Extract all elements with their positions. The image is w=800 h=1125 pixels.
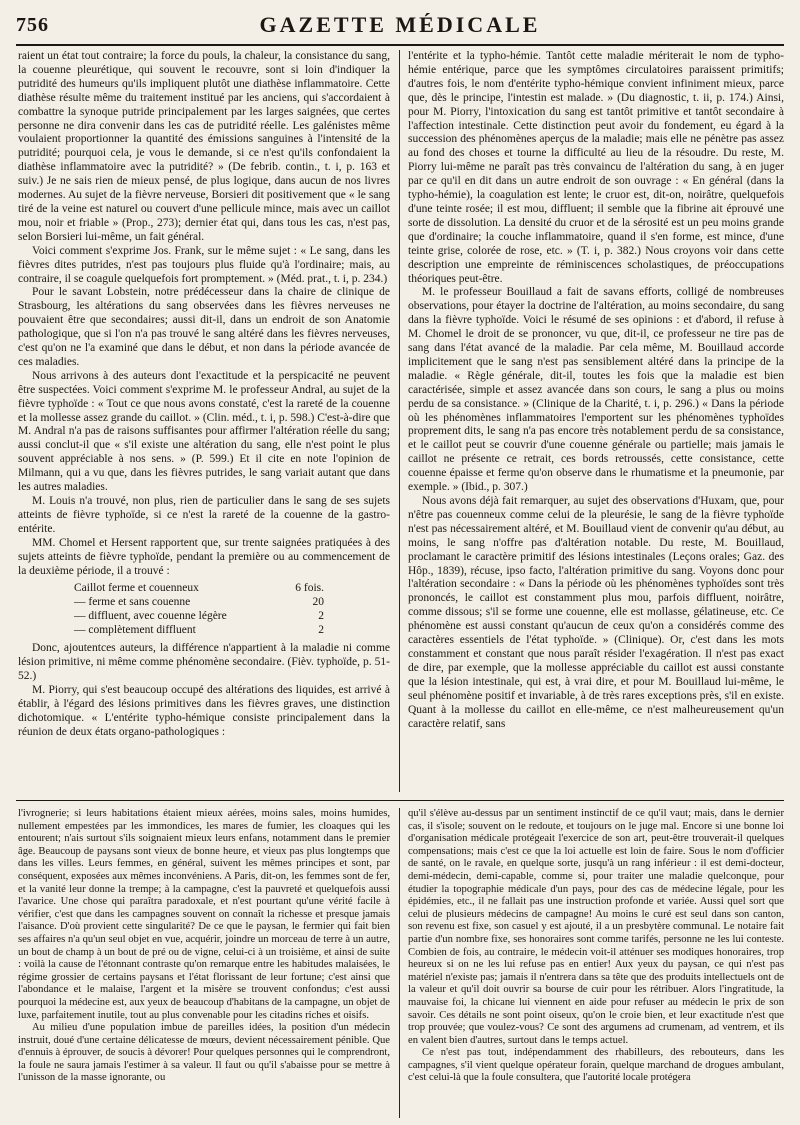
paragraph: M. le professeur Bouillaud a fait de savans efforts, colligé de nombreuses observations, pour étayer la doctrine de l'altération, au moins secondaire, du sang dans la fièvre typhoïde. Voici le résumé de ses opinions : et d'abord, il refuse à M. Chomel le droit de se prononcer, vu que, dit-il, ce professeur ne tire pas de sang dans l'état avancé de la maladie. Par cela même, M. Bouillaud accorde implicitement que le sang n'est pas sensiblement altéré dans la principe de la maladie. « Règle générale, dit-il, toutes les fois que la maladie est bien caractérisée, simple et assez avancée dans son cours, le sang a plus ou moins perdu de sa consistance. » (Clinique de la Charité, t. i, p. 296.) « Dans la période où les phénomènes inflammatoires l'emportent sur les phénomènes typhoïdes proprement dits, le sang n'a pas encore très notablement perdu de sa consistance, et le caillot peut se couvrir d'une couenne générale ou partielle; mais jamais le caillot ne présente ce retrait, ces bords retroussés, cette consistance, cette couenne épaisse et ferme qu'on observe dans le rhumatisme et la pneumonie, par exemple. » (Ibid., p. 307.) bbox=[408, 286, 784, 494]
table-row bbox=[74, 610, 324, 624]
paragraph: Donc, ajoutentces auteurs, la différence n'appartient à la maladie ni comme lésion primitive, ni même comme phénomène secondaire. (Fièv. typhoïde, p. 51-52.) bbox=[18, 642, 390, 682]
paragraph: Nous arrivons à des auteurs dont l'exactitude et la perspicacité ne peuvent être suspectées. Voici comment s'exprime M. le professeur Andral, au sujet de la fièvre typhoïde : « Tout ce que nous avons constaté, c'est la rareté de la couenne et la mollesse assez grande du caillot. » (Clin. méd., t. i, p. 598.) C'est-à-dire que M. Andral n'a pas de raisons suffisantes pour affirmer l'altération réelle du sang; aussi conclut-il que « s'il existe une altération du sang, elle n'est point le plus souvent appréciable à nos sens. » (P. 599.) Et il cite en note l'opinion de Milmann, qui a vu que, dans les fièvres putrides, le sang variait autant que dans les autres maladies. bbox=[18, 369, 390, 494]
table-label: — complètement diffluent bbox=[74, 624, 196, 637]
paragraph: qu'il s'élève au-dessus par un sentiment instinctif de ce qu'il vaut; mais, dans le dernier cas, il s'isole; souvent on le redoute, et toujours on le juge mal. Encore si une bonne loi d'organisation médicale protégeait l'exercice de son art, peut-être trouverait-il quelques compensations; mais c'est ce que la loi actuelle est loin de faire. Sous le nom d'officier de santé, on le ravale, en quelque sorte, jusqu'à un rang inférieur : il est demi-docteur, demi-médecin, demi-capable, comme si, pour traiter une maladie quelconque, pour étudier la topographie médicale d'un pays, pour des cas de médecine légale, pour les épidémies, etc., il ne fallait pas une instruction profonde et variée. Aussi quel sort que celui de plusieurs médecins de campagne! Au moins le curé est seul dans son canton, son revenu est fixe, son casuel y est ajouté, il a un presbytère communal. Le notaire fait partie d'un nombre fixe, ses honoraires sont comme tarifés, personne ne les lui conteste. Combien de fois, au contraire, le médecin voit-il atténuer ses modiques honoraires, trop heureux si on ne les lui refuse pas en entier! Aux yeux du paysan, ce qui n'est pas matériel n'existe pas; jamais il n'entrera dans sa tête que des produits intellectuels ont de la valeur et qu'il doit ouvrir sa bourse de cuir pour les rétribuer. Alors l'ingratitude, la mauvaise foi, la chicane lui viennent en aide pour refuser au médecin le prix de son savoir. Ces détails ne sont point oiseux, qu'on le croie bien, et leur exactitude n'est que trop prouvée; que voulez-vous? Ce sont des argumens ad crumenam, ad ventrem, et ils en valent bien d'autres, surtout dans le temps actuel. bbox=[408, 808, 784, 1046]
page-number: 756 bbox=[16, 14, 49, 36]
paragraph: l'ivrognerie; si leurs habitations étaient mieux aérées, moins sales, moins humides, nullement empestées par les immondices, les mares de fumier, les cloaques qui les entourent; n'ais surtout s'ils soignaient mieux leurs enfans, notamment dans le premier âge. Beaucoup de paysans sont vieux de bonne heure, et vieux pas plus longtemps que dans les villes. Leurs femmes, en général, suivent les mêmes principes et sont, par conséquent, exposées aux mêmes inconvéniens. A Paris, dit-on, les femmes sont de fer, et la vanité leur donne la trempe; à la campagne, c'est la pauvreté et quelquefois aussi l'avarice. Une chose qui paraîtra paradoxale, et n'est pourtant qu'une vérité facile à vérifier, c'est que dans les campagnes souvent on connaît la richesse et presque jamais l'aisance. D'où provient cette singularité? De ce que le paysan, le fermier qui fait bien ses affaires n'a qu'un seul objet en vue, acquérir, joindre un morceau de terre à un autre, un bout de champ à un bout de pré ou de vigne, celui-ci à un troisième, et ainsi de suite : voilà la cause de l'étonnant contraste qu'on remarque entre les habitudes malaisées, le régime grossier de certains paysans et l'état florissant de leur fortune; c'est ainsi que l'abondance et le malaise, l'argent et la misère se trouvent confondus; c'est aussi pourquoi la médecine est, aux yeux de beaucoup d'habitans de la campagne, un objet de luxe, parfaitement inutile, tout au plus convenable pour les citadins riches et oisifs. bbox=[18, 808, 390, 1021]
bottom-right-column bbox=[408, 808, 784, 1118]
table-value: 2 bbox=[318, 624, 324, 637]
header-rule bbox=[16, 44, 784, 46]
table-value: 20 bbox=[312, 596, 324, 609]
paragraph: M. Piorry, qui s'est beaucoup occupé des altérations des liquides, est arrivé à établir, à l'égard des lésions primitives dans les fièvres graves, une distinction dichotomique. « L'entérite typho-hémique consiste principalement dans la réunion de deux états organo-pathologiques : bbox=[18, 683, 390, 738]
journal-title: GAZETTE MÉDICALE bbox=[259, 12, 541, 37]
column-divider bbox=[399, 50, 400, 792]
table-row bbox=[74, 624, 324, 638]
table-value: 2 bbox=[318, 610, 324, 623]
paragraph: Nous avons déjà fait remarquer, au sujet des observations d'Huxam, que, pour n'être pas couenneux comme celui de la pleurésie, le sang de la fièvre typhoïde n'est pas nécessairement altéré, et M. Bouillaud vient de convenir qu'au début, au moins, le sang n'offre pas d'altération notable. Du reste, M. Bouillaud, proclamant le caractère primitif des lésions intestinales (Leçons orales; Gaz. des Hôp., 1839), récuse, ipso facto, l'altération primitive du sang. Voyons donc pour l'altération secondaire : « Dans la période où les phénomènes typhoïdes sont très prononcés, le caillot est constamment plus mou, parfois diffluent, noirâtre, comme dissous; s'il se forme une couenne, elle est mollasse, gélatineuse, etc. Ce phénomène est aussi constant qu'aucun de ceux qu'on a considérés comme des caractères essentiels de l'état typhoïde. » (Clinique). Or, c'est dans les mots constamment et constant que nous paraît résider l'exagération. Il n'est pas exact de dire, par exemple, que la mollesse appréciable du caillot est aussi constante que la lésion intestinale, qui est, à vrai dire, et pour M. Bouillaud lui-même, le seul phénomène positif et invariable, à de très rares exceptions près, s'il en existe. Quant à la mollesse du caillot en elle-même, ce n'est malheureusement qu'un caractère relatif, sans bbox=[408, 495, 784, 730]
page-header bbox=[16, 12, 784, 40]
top-right-column bbox=[408, 50, 784, 792]
paragraph: raient un état tout contraire; la force du pouls, la chaleur, la consistance du sang, la couenne pleurétique, qui souvent le recouvre, sont si loin d'indiquer la putridité des humeurs qu'ils impliquent plutôt une diathèse inflammatoire. Cette diathèse résulte même du traitement institué par les anciens, qui s'accordaient à combattre la synoque putride principalement par les larges saignées, que certes personne ne dira convenir dans les cas de putridité réelle. Les galénistes même voulaient proportionner la quantité des émissions sanguines à l'intensité de la putridité; pourquoi cela, je vous le demande, si ce n'est qu'ils confondaient la diathèse inflammatoire avec la putridité? » (De febrib. contin., t. i, p. 163 et suiv.) Je ne sais rien de mieux pensé, de plus logique, dans aucun de nos livres modernes. Au sujet de la fièvre nerveuse, Borsieri dit positivement que « le sang tiré de la veine est naturel ou couvert d'une pellicule mince, mais avec un caillot mou, noir et friable » (Prop., 273); dernier état qui, dans tous les cas, n'est pas, selon Borsieri lui-même, un fait général. bbox=[18, 50, 390, 243]
paragraph: Voici comment s'exprime Jos. Frank, sur le même sujet : « Le sang, dans les fièvres dites putrides, n'est pas toujours plus fluide qu'à l'ordinaire; mais, au contraire, il se coagule quelquefois fort promptement. » (Méd. prat., t. i, p. 234.) bbox=[18, 244, 390, 285]
paragraph: Au milieu d'une population imbue de pareilles idées, la position d'un médecin instruit, doué d'une certaine délicatesse de mœurs, devient nécessairement pénible. Que d'ennuis à éprouver, de soucis à dévorer! Pour quelques personnes qui le comprendront, la foule ne saura jamais l'estimer à sa valeur. Il faut ou qu'il s'abaisse pour se mettre à l'unisson de la masse ignorante, ou bbox=[18, 1022, 390, 1084]
column-divider bbox=[399, 808, 400, 1118]
saignees-table bbox=[74, 582, 390, 638]
table-value: 6 fois. bbox=[295, 582, 324, 595]
paragraph: M. Louis n'a trouvé, non plus, rien de particulier dans le sang de ses sujets atteints de fièvre typhoïde, si ce n'est la rareté de la couenne de la gastro-entérite. bbox=[18, 495, 390, 535]
top-left-column bbox=[18, 50, 390, 792]
paragraph: Pour le savant Lobstein, notre prédécesseur dans la chaire de clinique de Strasbourg, les altérations du sang observées dans les fièvres nerveuses ne pouvaient être que secondaires; aussi dit-il, dans un endroit de son Anatomie pathologique, que si l'on n'a pas trouvé le sang altéré dans les fièvres nerveuses, c'est qu'on ne l'a examiné que dans le début, et non dans la période avancée de ces maladies. bbox=[18, 286, 390, 368]
table-row bbox=[74, 596, 324, 610]
table-row bbox=[74, 582, 324, 596]
section-rule bbox=[16, 800, 784, 801]
table-label: — diffluent, avec couenne légère bbox=[74, 610, 227, 623]
paragraph: Ce n'est pas tout, indépendamment des rhabilleurs, des rebouteurs, dans les campagnes, s'il vient quelque opérateur forain, quelque marchand de drogues ambulant, c'est celui-là que la foule consultera, que l'autorité locale protégera bbox=[408, 1047, 784, 1084]
paragraph: MM. Chomel et Hersent rapportent que, sur trente saignées pratiquées à des sujets atteints de fièvre typhoïde, pendant la première ou au commencement de la deuxième période, il a trouvé : bbox=[18, 536, 390, 577]
table-label: — ferme et sans couenne bbox=[74, 596, 191, 609]
table-label: Caillot ferme et couenneux bbox=[74, 582, 199, 595]
bottom-left-column bbox=[18, 808, 390, 1118]
paragraph: l'entérite et la typho-hémie. Tantôt cette maladie mériterait le nom de typho-hémie entérique, parce que les symptômes circulatoires paraissent primitifs; d'autres fois, le nom d'entérite typho-hémique convient infiniment mieux, parce que, dès le principe, l'intestin est malade. » (Du diagnostic, t. ii, p. 174.) Ainsi, pour M. Piorry, l'intoxication du sang est tantôt primitive et tantôt secondaire à l'affection intestinale. Cette distinction peut avoir du fondement, eu égard à la succession des phénomènes aperçus de la maladie; mais elle ne pénètre pas assez au fond des choses et tourne la difficulté au lieu de la résoudre. Du reste, M. Piorry lui-même ne paraît pas très convaincu de l'altération du sang, à en juger par ce qu'il en dit dans un autre endroit de son ouvrage : « En général (dans la typho-hémie), la coagulation est lente; le cruor est, dit-on, noirâtre, quelquefois d'une teinte rosée; il est mou, diffluent; il semble que la fibrine ait éprouvé une sorte de dissolution. La densité du cruor et de la sérosité est un peu moins grande que d'ordinaire; la couche inflammatoire, quand il s'en forme, est mince, d'une teinte grise, colorée de rose, etc. » (T. i, p. 382.) Nous croyons voir dans cette description une empreinte de réminiscences scholastiques, de préoccupations théoriques peut-être. bbox=[408, 50, 784, 285]
